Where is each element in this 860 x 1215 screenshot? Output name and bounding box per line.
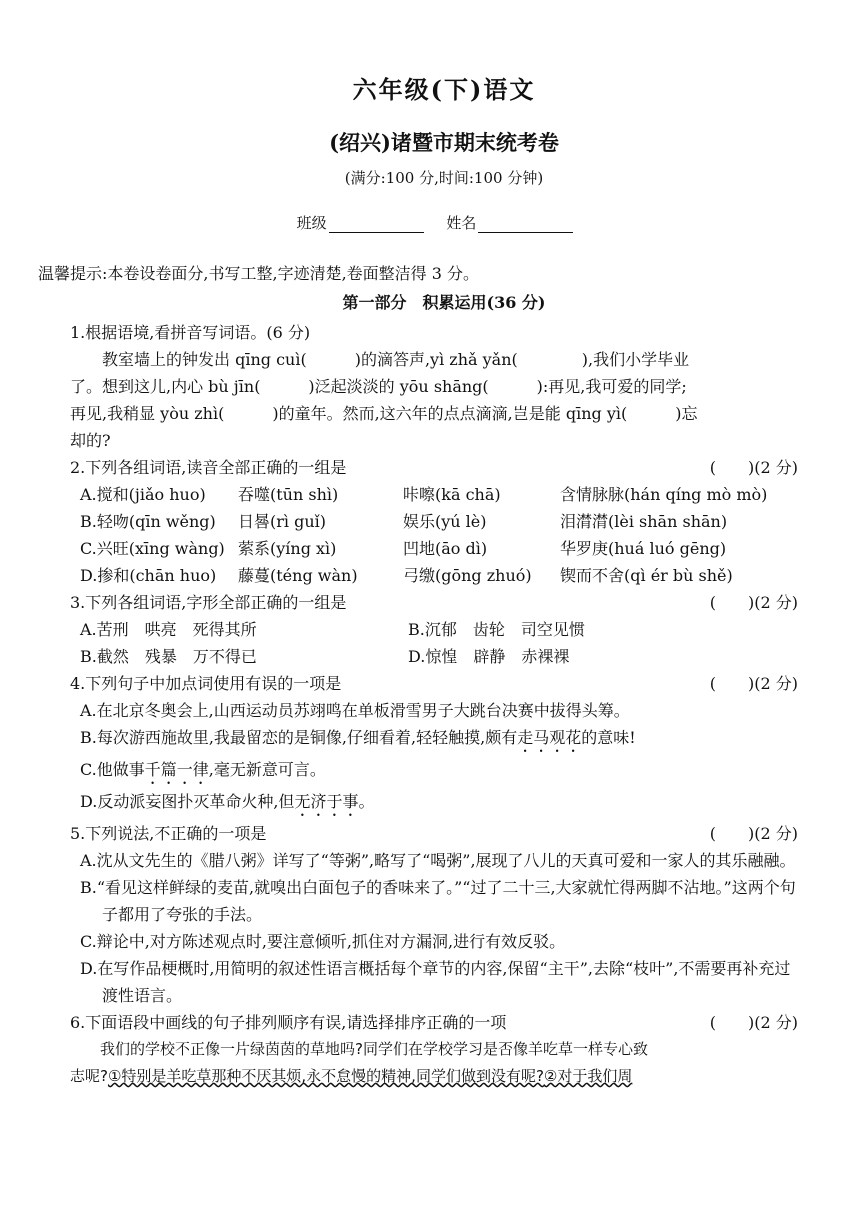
question-5 [70, 820, 798, 1009]
option-text: A.搅和(jiǎo huo) [80, 485, 206, 504]
name-blank[interactable] [478, 218, 573, 233]
q1-stem: 1.根据语境,看拼音写词语。(6 分) [70, 323, 311, 342]
dotted-phrase: 无济于事 [294, 792, 359, 811]
option-text: 藤蔓(téng wàn) [238, 566, 358, 585]
question-1 [70, 319, 798, 454]
question-3 [70, 589, 798, 670]
question-2 [70, 454, 798, 589]
option-text: D.惊惶 辟静 赤裸裸 [408, 647, 570, 666]
option-text: A.在北京冬奥会上,山西运动员苏翊鸣在单板滑雪男子大跳台决赛中 [80, 701, 550, 720]
q3-stem: 3.下列各组词语,字形全部正确的一组是 [70, 593, 347, 612]
q3-score: ( )(2 分) [709, 593, 798, 612]
option-text: 咔嚓(kā chā) [403, 485, 501, 504]
option-text: 拔得头筹 [549, 701, 614, 720]
part-one-heading: 第一部分 积累运用(36 分) [342, 293, 546, 312]
option-text: 华罗庚(huá luó gēng) [560, 539, 727, 558]
option-text: 含情脉脉(hán qíng mò mò) [560, 485, 768, 504]
q4-score: ( )(2 分) [709, 674, 798, 693]
student-fields [90, 212, 798, 233]
option-text: ,毫无新意可言。 [208, 760, 326, 779]
q6-stem: 6.下面语段中画线的句子排列顺序有误,请选择排序正确的一项 [70, 1013, 507, 1032]
class-label: 班级 [296, 214, 327, 232]
question-4 [70, 670, 798, 820]
q6-passage-line: 我们的学校不正像一片绿茵茵的草地吗?同学们在学校学习是否像羊吃草一样专心致 [100, 1040, 648, 1058]
option-text: 萦系(yíng xì) [238, 539, 337, 558]
q1-line: 了。想到这儿,内心 bù jīn( )泛起淡淡的 yōu shāng( ):再见,我可爱的同学; [70, 377, 687, 396]
q5-option-d: D.在写作品梗概时,用简明的叙述性语言概括每个章节的内容,保留“主干”,去除“枝叶”,不需要再补充过渡性语言。 [80, 959, 791, 1005]
question-6 [70, 1009, 798, 1090]
option-text: 锲而不舍(qì ér bù shě) [560, 566, 733, 585]
q5-option-b: B.“看见这样鲜绿的麦苗,就嗅出白面包子的香味来了。”“过了二十三,大家就忙得两脚不沾地。”这两个句子都用了夸张的手法。 [80, 878, 796, 924]
warm-tip: 温馨提示:本卷设卷面分,书写工整,字迹清楚,卷面整洁得 3 分。 [38, 264, 480, 283]
q4-option-d [80, 788, 798, 820]
q4-option-b [80, 724, 798, 756]
q5-stem: 5.下列说法,不正确的一项是 [70, 824, 267, 843]
q1-passage [70, 346, 798, 373]
exam-meta: (满分:100 分,时间:100 分钟) [344, 169, 544, 187]
q3-options [80, 616, 798, 670]
q4-stem: 4.下列句子中加点词使用有误的一项是 [70, 674, 342, 693]
q5-score: ( )(2 分) [709, 824, 798, 843]
option-text: 娱乐(yú lè) [403, 512, 487, 531]
option-text: B.沉郁 齿轮 司空见惯 [408, 620, 585, 639]
exam-subtitle: (绍兴)诸暨市期末统考卷 [329, 130, 559, 155]
q2-options [80, 481, 798, 589]
dotted-phrase: 千篇一律 [144, 760, 209, 779]
option-text: B.轻吻(qīn wěng) [80, 512, 216, 531]
q1-line: 教室墙上的钟发出 qīng cuì( )的滴答声,yì zhǎ yǎn( ),我们小学毕业 [102, 350, 690, 369]
option-text: B.每次游西施故里,我最留恋的是铜像,仔细看着,轻轻触摸,颇有 [80, 728, 518, 747]
option-text: 。 [358, 792, 375, 811]
q1-line: 却的? [70, 431, 111, 450]
option-text: 。 [613, 701, 630, 720]
option-text: 泪潸潸(lèi shān shān) [560, 512, 728, 531]
q6-passage-line [70, 1063, 798, 1090]
option-text: B.截然 残暴 万不得已 [80, 647, 257, 666]
name-label: 姓名 [446, 214, 477, 232]
option-text: 日晷(rì guǐ) [238, 512, 327, 531]
q6-score: ( )(2 分) [709, 1013, 798, 1032]
underlined-sentence: ②对于我们周 [543, 1067, 633, 1085]
q5-option-a: A.沈从文先生的《腊八粥》详写了“等粥”,略写了“喝粥”,展现了八儿的天真可爱和一家人的其乐融融。 [80, 851, 796, 870]
option-text: A.苦刑 哄亮 死得其所 [80, 620, 257, 639]
option-text: C.他做事 [80, 760, 145, 779]
q4-option-c [80, 756, 798, 788]
option-text: 吞噬(tūn shì) [238, 485, 339, 504]
class-blank[interactable] [329, 218, 424, 233]
option-text: D.反动派妄图扑灭革命火种,但 [80, 792, 295, 811]
passage-text: 志呢? [70, 1067, 108, 1085]
dotted-phrase: 走马观花 [517, 728, 582, 747]
option-text: 弓缴(gōng zhuó) [403, 566, 532, 585]
option-text: D.掺和(chān huo) [80, 566, 217, 585]
underlined-sentence: ①特别是羊吃草那种不厌其烦,永不怠慢的精神,同学们做到没有呢? [107, 1067, 544, 1085]
option-text: 的意味! [581, 728, 636, 747]
q2-score: ( )(2 分) [709, 458, 798, 477]
option-text: C.兴旺(xīng wàng) [80, 539, 225, 558]
q4-option-a [80, 697, 798, 724]
exam-title: 六年级(下)语文 [352, 75, 536, 104]
q2-stem: 2.下列各组词语,读音全部正确的一组是 [70, 458, 347, 477]
q1-line: 再见,我稍显 yòu zhì( )的童年。然而,这六年的点点滴滴,岂是能 qīng yì( )忘 [70, 404, 698, 423]
q5-option-c: C.辩论中,对方陈述观点时,要注意倾听,抓住对方漏洞,进行有效反驳。 [80, 932, 566, 951]
option-text: 凹地(āo dì) [403, 539, 488, 558]
